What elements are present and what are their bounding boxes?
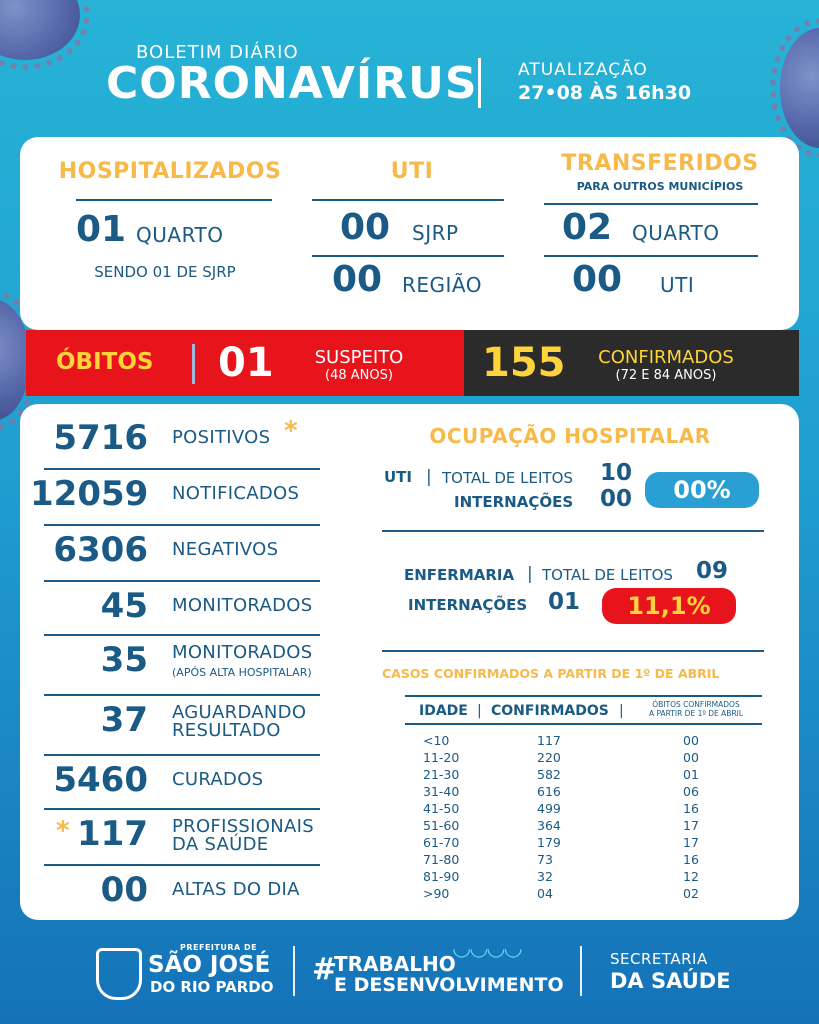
cell-obitos: 00	[683, 750, 699, 765]
cell-obitos: 17	[683, 835, 699, 850]
hospitalizados-title: HOSPITALIZADOS	[58, 159, 282, 184]
footer-divider	[580, 946, 582, 996]
stat-label-line2: (APÓS ALTA HOSPITALAR)	[172, 666, 312, 679]
hospitalizados-label: QUARTO	[136, 223, 224, 247]
table-row	[405, 886, 762, 903]
obitos-suspeito-note: (48 ANOS)	[325, 368, 393, 383]
page-title: CORONAVÍRUS	[106, 58, 478, 109]
footer-slogan-1: TRABALHO	[334, 952, 456, 976]
col-separator: |	[477, 703, 482, 719]
obitos-suspeito-number: 01	[218, 340, 274, 386]
footer-hash: #	[312, 952, 338, 987]
divider	[44, 524, 320, 526]
footer	[0, 930, 819, 1024]
table-row	[405, 750, 762, 767]
uti-regiao-label: REGIÃO	[402, 273, 483, 297]
stat-number: 5716	[53, 418, 148, 458]
cell-idade: 31-40	[423, 784, 460, 799]
footer-city-name: SÃO JOSÉ	[148, 952, 271, 978]
col-obitos-line2: A PARTIR DE 1º DE ABRIL	[648, 709, 744, 718]
bulletin-label: BOLETIM DIÁRIO	[136, 42, 299, 63]
city-coat-of-arms-icon	[96, 948, 142, 1000]
divider	[544, 203, 758, 205]
cell-confirmados: 220	[537, 750, 561, 765]
stat-label: NEGATIVOS	[172, 539, 279, 560]
hospital-summary-card	[20, 137, 799, 330]
uti-sjrp-label: SJRP	[412, 221, 459, 245]
col-obitos-line1: ÓBITOS CONFIRMADOS	[652, 700, 740, 709]
ocupacao-enf-intern: 01	[548, 589, 581, 615]
uti-occupancy-badge: 00%	[645, 472, 759, 508]
cell-obitos: 16	[683, 852, 699, 867]
divider	[44, 468, 320, 470]
obitos-divider	[192, 344, 195, 384]
footer-divider	[293, 946, 295, 996]
people-waves-icon: ◡◡◡◡	[452, 936, 521, 961]
hospitalizados-number: 01	[76, 209, 127, 250]
obitos-confirmados-note: (72 E 84 ANOS)	[615, 368, 717, 383]
stat-label: CURADOS	[172, 769, 264, 790]
transferidos-title: TRANSFERIDOS	[561, 151, 759, 176]
ocupacao-separator: |	[426, 467, 432, 487]
footer-city-name-2: DO RIO PARDO	[150, 978, 274, 996]
divider	[76, 199, 272, 201]
stat-label: POSITIVOS	[172, 427, 271, 448]
col-obitos	[631, 700, 761, 718]
stat-number: 00	[100, 870, 148, 910]
transferidos-quarto-number: 02	[562, 207, 613, 248]
header	[0, 0, 819, 130]
transferidos-subtitle: PARA OUTROS MUNICÍPIOS	[576, 180, 744, 193]
cell-idade: 21-30	[423, 767, 460, 782]
footer-prefeitura: PREFEITURA DE	[180, 943, 258, 952]
obitos-suspeito-label: SUSPEITO	[314, 347, 404, 368]
obitos-suspeito-panel	[26, 330, 464, 396]
ocupacao-enf-total: 09	[696, 558, 729, 584]
footer-slogan-2: E DESENVOLVIMENTO	[334, 974, 564, 996]
stat-number: 45	[100, 586, 148, 626]
uti-regiao-number: 00	[332, 259, 383, 300]
table-row	[405, 733, 762, 750]
enfermaria-occupancy-badge: 11,1%	[602, 588, 736, 624]
table-row	[405, 801, 762, 818]
stat-label-line2: DA SAÚDE	[172, 834, 269, 855]
divider	[44, 634, 320, 636]
ocupacao-uti-intern: 00	[600, 486, 633, 512]
cell-obitos: 17	[683, 818, 699, 833]
casos-table-header	[405, 695, 762, 725]
stat-number: 37	[100, 700, 148, 740]
footer-saude: DA SAÚDE	[610, 969, 731, 993]
cell-confirmados: 499	[537, 801, 561, 816]
cell-idade: <10	[423, 733, 450, 748]
cell-idade: 51-60	[423, 818, 460, 833]
cell-obitos: 06	[683, 784, 699, 799]
divider	[44, 580, 320, 582]
divider	[382, 530, 764, 532]
stat-label: MONITORADOS	[172, 595, 313, 616]
divider	[382, 650, 764, 652]
ocupacao-title: OCUPAÇÃO HOSPITALAR	[429, 424, 711, 448]
cell-confirmados: 179	[537, 835, 561, 850]
cell-idade: 71-80	[423, 852, 460, 867]
stat-number: 117	[77, 814, 148, 854]
hospitalizados-note: SENDO 01 DE SJRP	[94, 263, 236, 281]
ocupacao-uti-intern-label: INTERNAÇÕES	[454, 493, 574, 511]
divider	[312, 199, 504, 201]
ocupacao-uti-total: 10	[600, 460, 633, 486]
cell-idade: 11-20	[423, 750, 460, 765]
uti-title: UTI	[390, 159, 434, 184]
stat-number: 6306	[53, 530, 148, 570]
obitos-title: ÓBITOS	[56, 349, 154, 375]
cell-idade: 61-70	[423, 835, 460, 850]
divider	[44, 864, 320, 866]
cell-confirmados: 32	[537, 869, 553, 884]
ocupacao-enf-intern-label: INTERNAÇÕES	[408, 596, 528, 614]
cell-idade: >90	[423, 886, 450, 901]
stat-number: 35	[100, 640, 148, 680]
divider	[544, 255, 758, 257]
cell-obitos: 00	[683, 733, 699, 748]
obitos-confirmados-label: CONFIRMADOS	[598, 347, 734, 368]
cell-confirmados: 582	[537, 767, 561, 782]
table-row	[405, 767, 762, 784]
stat-number: 12059	[30, 474, 149, 514]
stat-number: 5460	[53, 760, 148, 800]
stat-label: ALTAS DO DIA	[172, 879, 300, 900]
divider	[44, 808, 320, 810]
table-row	[405, 835, 762, 852]
stat-label: MONITORADOS	[172, 642, 313, 663]
ocupacao-enf-label: ENFERMARIA	[404, 566, 515, 584]
asterisk-icon: *	[284, 416, 298, 446]
cell-idade: 41-50	[423, 801, 460, 816]
header-divider	[478, 58, 481, 108]
cell-confirmados: 117	[537, 733, 561, 748]
cell-obitos: 02	[683, 886, 699, 901]
transferidos-uti-number: 00	[572, 259, 623, 300]
footer-secretaria: SECRETARIA	[610, 950, 708, 968]
update-date: 27•08 ÀS 16h30	[518, 82, 692, 104]
table-row	[405, 818, 762, 835]
ocupacao-separator: |	[527, 564, 533, 584]
transferidos-uti-label: UTI	[660, 273, 695, 297]
table-row	[405, 852, 762, 869]
col-confirmados: CONFIRMADOS	[491, 703, 609, 719]
cell-confirmados: 616	[537, 784, 561, 799]
cell-idade: 81-90	[423, 869, 460, 884]
update-label: ATUALIZAÇÃO	[518, 60, 648, 80]
uti-sjrp-number: 00	[340, 207, 391, 248]
stat-label: NOTIFICADOS	[172, 483, 300, 504]
col-separator: |	[619, 703, 624, 719]
ocupacao-uti-total-label: TOTAL DE LEITOS	[442, 469, 573, 487]
divider	[44, 694, 320, 696]
table-row	[405, 869, 762, 886]
transferidos-quarto-label: QUARTO	[632, 221, 720, 245]
cell-obitos: 12	[683, 869, 699, 884]
table-row	[405, 784, 762, 801]
stat-label: AGUARDANDO	[172, 702, 307, 723]
stat-label: PROFISSIONAIS	[172, 816, 314, 837]
ocupacao-enf-total-label: TOTAL DE LEITOS	[542, 566, 673, 584]
divider	[312, 255, 504, 257]
cell-confirmados: 73	[537, 852, 553, 867]
stat-label-line2: RESULTADO	[172, 720, 281, 741]
obitos-band	[26, 330, 799, 396]
cell-confirmados: 364	[537, 818, 561, 833]
divider	[44, 754, 320, 756]
asterisk-icon: *	[56, 816, 70, 846]
cell-confirmados: 04	[537, 886, 553, 901]
casos-title: CASOS CONFIRMADOS A PARTIR DE 1º DE ABRIL	[382, 666, 720, 681]
obitos-confirmados-number: 155	[482, 340, 566, 386]
col-idade: IDADE	[419, 703, 468, 719]
cell-obitos: 16	[683, 801, 699, 816]
cell-obitos: 01	[683, 767, 699, 782]
ocupacao-uti-label: UTI	[384, 468, 412, 486]
